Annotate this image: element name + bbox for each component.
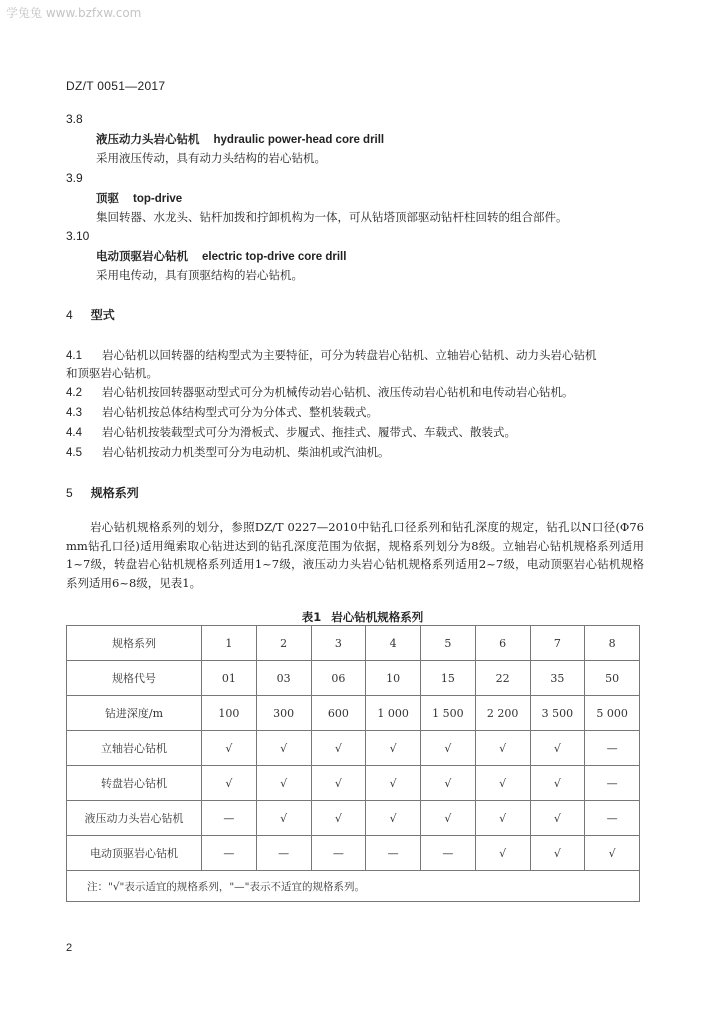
- table-cell: 01: [202, 661, 257, 696]
- table-cell: √: [256, 766, 311, 801]
- table-cell: 3 500: [530, 696, 585, 731]
- clause-number: 4.4: [66, 427, 82, 439]
- table-cell: √: [311, 731, 366, 766]
- clause-number: 4.2: [66, 387, 82, 399]
- row-label: 转盘岩心钻机: [67, 766, 202, 801]
- term-3-10-definition: 采用电传动，具有顶驱结构的岩心钻机。: [96, 268, 303, 282]
- row-label: 规格代号: [67, 661, 202, 696]
- table-cell: √: [585, 836, 640, 871]
- table-cell: 35: [530, 661, 585, 696]
- page-number: 2: [66, 942, 73, 954]
- term-3-9-cn: 顶驱: [96, 191, 119, 205]
- table-cell: 15: [421, 661, 476, 696]
- table-cell: 50: [585, 661, 640, 696]
- section-4-heading: [66, 306, 115, 323]
- clause-4-5: [66, 444, 390, 460]
- term-3-8-number: 3.8: [66, 112, 83, 126]
- table-caption-title: 岩心钻机规格系列: [331, 610, 424, 624]
- table-cell: —: [202, 836, 257, 871]
- term-3-10-title: [96, 248, 346, 264]
- row-label: 规格系列: [67, 626, 202, 661]
- table-cell: —: [421, 836, 476, 871]
- section-4-title: 型式: [90, 308, 115, 322]
- table-cell: √: [366, 766, 421, 801]
- table-cell: 100: [202, 696, 257, 731]
- section-5-title: 规格系列: [90, 486, 139, 500]
- term-3-8-title: [96, 131, 384, 147]
- table-body: [67, 626, 640, 871]
- table-cell: √: [366, 731, 421, 766]
- table-cell: √: [475, 731, 530, 766]
- clause-text: 岩心钻机按装载型式可分为滑板式、步履式、拖挂式、履带式、车载式、散装式。: [102, 425, 516, 439]
- table-row: [67, 766, 640, 801]
- clause-text: 岩心钻机以回转器的结构型式为主要特征，可分为转盘岩心钻机、立轴岩心钻机、动力头岩心钻机: [102, 348, 597, 362]
- table-row: [67, 626, 640, 661]
- clause-4-4: [66, 424, 516, 440]
- clause-text: 岩心钻机按动力机类型可分为电动机、柴油机或汽油机。: [102, 445, 390, 459]
- table-cell: —: [202, 801, 257, 836]
- row-label: 液压动力头岩心钻机: [67, 801, 202, 836]
- term-3-9-number: 3.9: [66, 171, 83, 185]
- table-cell: 300: [256, 696, 311, 731]
- clause-text: 岩心钻机按总体结构型式可分为分体式、整机装载式。: [102, 405, 378, 419]
- clause-number: 4.1: [66, 350, 82, 362]
- table-cell: √: [421, 731, 476, 766]
- table-note-row: [67, 871, 640, 902]
- document-id: DZ/T 0051—2017: [66, 79, 166, 93]
- table-cell: √: [530, 836, 585, 871]
- table-cell: √: [530, 766, 585, 801]
- term-3-9-title: [96, 190, 182, 206]
- table-cell: —: [585, 766, 640, 801]
- table-cell: —: [256, 836, 311, 871]
- term-3-8-cn: 液压动力头岩心钻机: [96, 132, 200, 146]
- table-row: [67, 661, 640, 696]
- table-note: 注："√"表示适宜的规格系列，"—"表示不适宜的规格系列。: [67, 871, 640, 902]
- table-cell: —: [585, 801, 640, 836]
- table-cell: 3: [311, 626, 366, 661]
- term-3-8-en: hydraulic power-head core drill: [213, 134, 385, 146]
- clause-4-3: [66, 404, 378, 420]
- table-cell: 1 500: [421, 696, 476, 731]
- section-5-number: 5: [66, 486, 73, 500]
- table-cell: 6: [475, 626, 530, 661]
- table-cell: 8: [585, 626, 640, 661]
- clause-number: 4.5: [66, 447, 82, 459]
- watermark: 学兔兔 www.bzfxw.com: [6, 6, 142, 20]
- table-cell: 03: [256, 661, 311, 696]
- row-label: 电动顶驱岩心钻机: [67, 836, 202, 871]
- table-cell: √: [202, 731, 257, 766]
- table-cell: 5 000: [585, 696, 640, 731]
- table-cell: 10: [366, 661, 421, 696]
- table-caption: [0, 609, 725, 625]
- table-cell: √: [256, 801, 311, 836]
- clause-4-2: [66, 384, 574, 400]
- table-cell: —: [585, 731, 640, 766]
- table-cell: 600: [311, 696, 366, 731]
- section-5-heading: [66, 484, 139, 501]
- section-5-paragraph: 岩心钻机规格系列的划分，参照DZ/T 0227—2010中钻孔口径系列和钻孔深度的规定，钻孔以N口径(Φ76 mm钻孔口径)适用绳索取心钻进达到的钻孔深度范围为依据，规格系列划分为8级。立轴岩心钻机规格系列适用1~7级，转盘岩心钻机规格系列适用1~7级，液压动力头岩心钻机规格系列适用2~7级，电动顶驱岩心钻机规格系列适用6~8级，见表1。: [66, 520, 644, 590]
- table-cell: 2 200: [475, 696, 530, 731]
- term-3-10-number: 3.10: [66, 229, 90, 243]
- table-cell: 1 000: [366, 696, 421, 731]
- table-cell: —: [366, 836, 421, 871]
- table-cell: √: [366, 801, 421, 836]
- term-3-9-en: top-drive: [133, 193, 183, 205]
- table-cell: 22: [475, 661, 530, 696]
- spec-series-table: [66, 625, 640, 902]
- table-cell: √: [475, 836, 530, 871]
- table-cell: 4: [366, 626, 421, 661]
- table-cell: √: [311, 801, 366, 836]
- row-label: 立轴岩心钻机: [67, 731, 202, 766]
- table-cell: √: [256, 731, 311, 766]
- term-3-10-en: electric top-drive core drill: [202, 251, 347, 263]
- table-cell: 2: [256, 626, 311, 661]
- table-row: [67, 801, 640, 836]
- table-cell: √: [421, 766, 476, 801]
- term-3-10-cn: 电动顶驱岩心钻机: [96, 249, 188, 263]
- table-cell: √: [475, 766, 530, 801]
- table-cell: √: [421, 801, 476, 836]
- term-3-9-definition: 集回转器、水龙头、钻杆加拨和拧卸机构为一体，可从钻塔顶部驱动钻杆柱回转的组合部件。: [96, 210, 568, 224]
- table-cell: 1: [202, 626, 257, 661]
- table-cell: √: [311, 766, 366, 801]
- table-cell: √: [202, 766, 257, 801]
- clause-number: 4.3: [66, 407, 82, 419]
- table-row: [67, 696, 640, 731]
- clause-4-1: [66, 347, 597, 363]
- section-4-number: 4: [66, 308, 73, 322]
- clause-text: 岩心钻机按回转器驱动型式可分为机械传动岩心钻机、液压传动岩心钻机和电传动岩心钻机。: [102, 385, 574, 399]
- table-cell: √: [475, 801, 530, 836]
- clause-4-1-continuation: 和顶驱岩心钻机。: [66, 366, 158, 380]
- table-cell: √: [530, 801, 585, 836]
- table-row: [67, 731, 640, 766]
- row-label: 钻进深度/m: [67, 696, 202, 731]
- table-caption-number: 表1: [301, 610, 322, 624]
- table-cell: 06: [311, 661, 366, 696]
- table-cell: √: [530, 731, 585, 766]
- table-cell: 7: [530, 626, 585, 661]
- table-row: [67, 836, 640, 871]
- table-cell: 5: [421, 626, 476, 661]
- table-cell: —: [311, 836, 366, 871]
- term-3-8-definition: 采用液压传动，具有动力头结构的岩心钻机。: [96, 151, 326, 165]
